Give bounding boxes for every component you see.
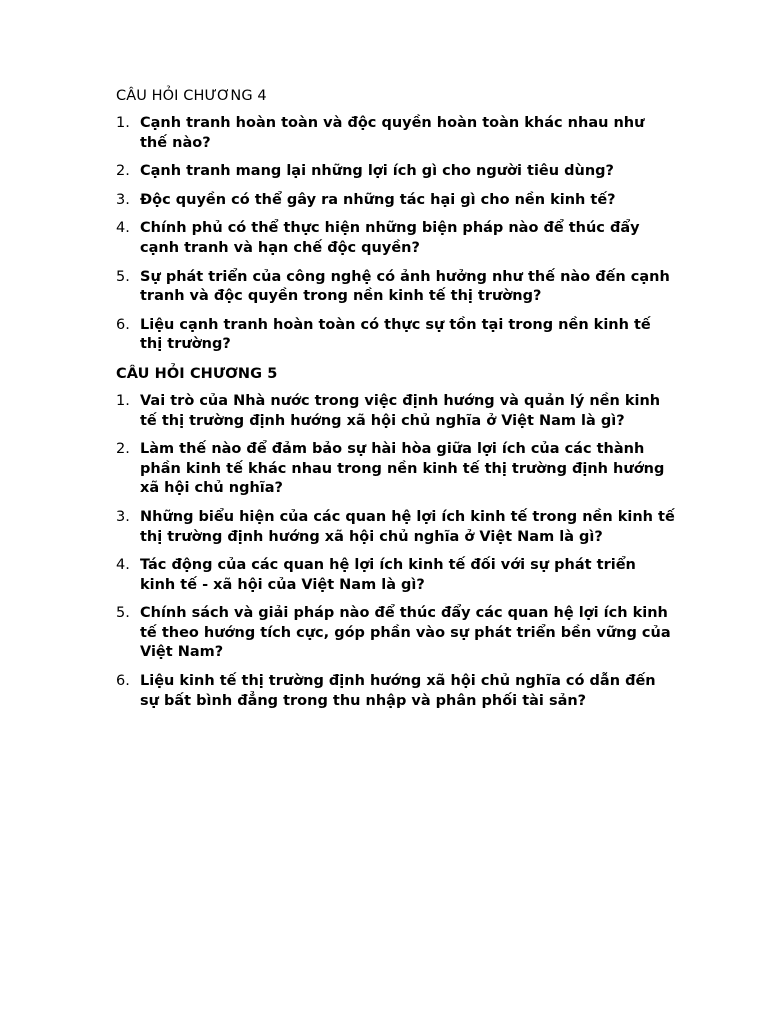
chapter-5-question-6	[116, 672, 676, 711]
question-number: 3.	[116, 191, 130, 208]
chapter-4-question-5	[116, 268, 676, 307]
question-number: 5.	[116, 268, 130, 285]
chapter-5-question-3	[116, 508, 676, 547]
chapter-5-heading: CÂU HỎI CHƯƠNG 5	[116, 365, 278, 382]
chapter-4-question-list	[116, 114, 676, 355]
question-text: Làm thế nào để đảm bảo sự hài hòa giữa lợi ích của các thành phần kinh tế khác nhau trong nền kinh tế thị trường định hướng xã hội chủ nghĩa?	[140, 441, 665, 497]
question-number: 4.	[116, 220, 130, 237]
chapter-4-question-2	[116, 162, 676, 182]
chapter-4-question-3	[116, 191, 676, 211]
question-text: Liệu cạnh tranh hoàn toàn có thực sự tồn tại trong nền kinh tế thị trường?	[140, 316, 651, 353]
chapter-5-question-1	[116, 392, 676, 431]
chapter-4-question-4	[116, 219, 676, 258]
question-number: 1.	[116, 392, 130, 409]
question-text: Chính sách và giải pháp nào để thúc đẩy các quan hệ lợi ích kinh tế theo hướng tích cực, góp phần vào sự phát triển bền vững của Việt Nam?	[140, 605, 671, 661]
chapter-4-heading: CÂU HỎI CHƯƠNG 4	[116, 88, 267, 104]
question-number: 6.	[116, 316, 130, 333]
question-text: Cạnh tranh hoàn toàn và độc quyền hoàn toàn khác nhau như thế nào?	[140, 115, 645, 151]
chapter-5-question-list	[116, 392, 676, 711]
question-text: Tác động của các quan hệ lợi ích kinh tế đối với sự phát triển kinh tế - xã hội của Việt Nam là gì?	[140, 557, 636, 593]
chapter-5-question-4	[116, 556, 676, 595]
document-content	[116, 86, 676, 720]
question-number: 2.	[116, 441, 130, 458]
question-text: Sự phát triển của công nghệ có ảnh hưởng như thế nào đến cạnh tranh và độc quyền trong nền kinh tế thị trường?	[140, 268, 670, 305]
question-number: 1.	[116, 115, 130, 131]
chapter-5-question-2	[116, 440, 676, 499]
chapter-5-question-5	[116, 604, 676, 663]
question-text: Độc quyền có thể gây ra những tác hại gì cho nền kinh tế?	[140, 191, 616, 208]
question-text: Vai trò của Nhà nước trong việc định hướng và quản lý nền kinh tế thị trường định hướng xã hội chủ nghĩa ở Việt Nam là gì?	[140, 392, 661, 429]
question-text: Chính phủ có thể thực hiện những biện pháp nào để thúc đẩy cạnh tranh và hạn chế độc quyền?	[140, 220, 640, 256]
question-number: 6.	[116, 673, 130, 690]
question-number: 5.	[116, 605, 130, 622]
chapter-5-section	[116, 364, 676, 711]
question-text: Cạnh tranh mang lại những lợi ích gì cho người tiêu dùng?	[140, 163, 614, 180]
question-text: Những biểu hiện của các quan hệ lợi ích kinh tế trong nền kinh tế thị trường định hướng xã hội chủ nghĩa ở Việt Nam là gì?	[140, 508, 675, 545]
question-number: 2.	[116, 163, 130, 180]
question-number: 4.	[116, 557, 130, 574]
chapter-4-question-6	[116, 316, 676, 355]
question-number: 3.	[116, 508, 130, 525]
question-text: Liệu kinh tế thị trường định hướng xã hội chủ nghĩa có dẫn đến sự bất bình đẳng trong thu nhập và phân phối tài sản?	[140, 673, 656, 709]
chapter-4-section	[116, 86, 676, 355]
chapter-4-question-1	[116, 114, 676, 153]
